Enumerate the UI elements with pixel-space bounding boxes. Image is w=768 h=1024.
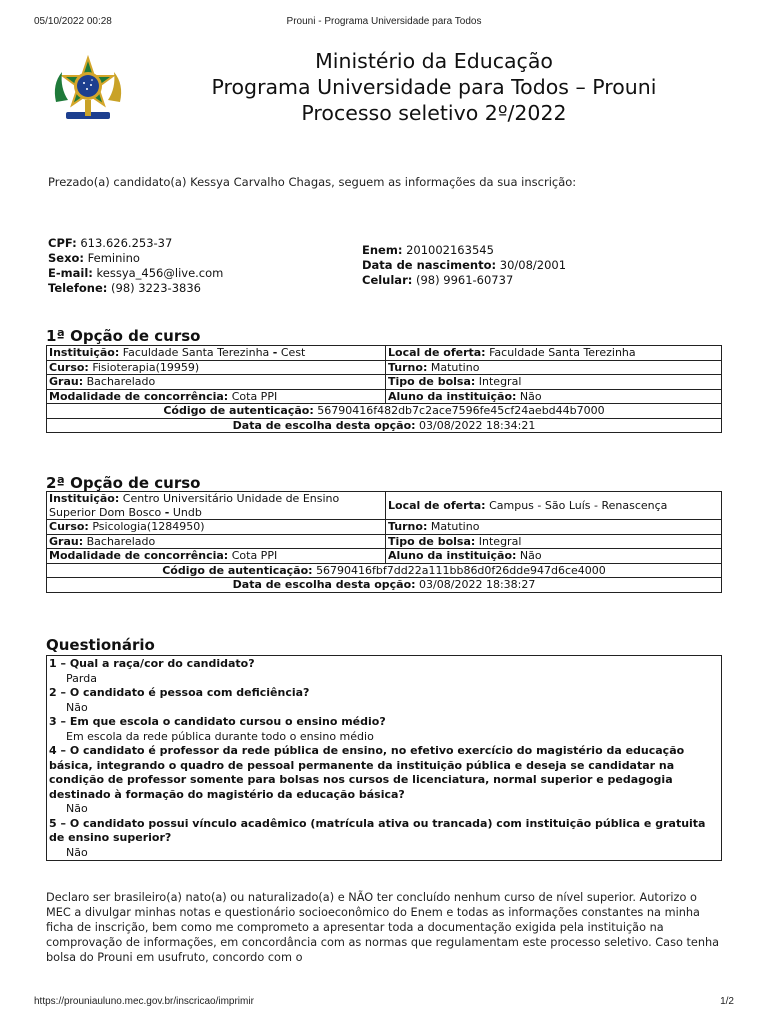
table-row (47, 375, 722, 390)
data-escolha-value: 03/08/2022 18:34:21 (419, 418, 536, 432)
telefone-value: (98) 3223-3836 (111, 281, 201, 295)
instituicao-label: Instituição: (49, 492, 120, 505)
bolsa-value: Integral (478, 375, 522, 388)
print-footer (34, 996, 734, 1010)
codigo-label: Código de autenticação: (163, 404, 314, 417)
answer-2: Não (66, 700, 88, 714)
aluno-value: Não (519, 549, 542, 562)
telefone-label: Telefone: (48, 281, 108, 295)
table-row (47, 534, 722, 549)
answer-5: Não (66, 845, 88, 859)
question-2: 2 – O candidato é pessoa com deficiência? (49, 686, 310, 699)
table-row (47, 549, 722, 564)
email-label: E-mail: (48, 266, 93, 280)
sexo-value: Feminino (87, 251, 140, 265)
print-url: https://prouniauluno.mec.gov.br/inscricao/imprimir (34, 996, 254, 1007)
nascimento-row (362, 258, 566, 273)
option2-table (46, 491, 722, 593)
local-label: Local de oferta: (388, 346, 486, 359)
process-title: Processo seletivo 2º/2022 (301, 101, 567, 125)
local-value: Campus - São Luís - Renascença (489, 498, 668, 512)
option1-title: 1ª Opção de curso (46, 327, 201, 345)
aluno-label: Aluno da instituição: (388, 389, 517, 403)
instituicao-separator: - (164, 505, 170, 519)
option2-title: 2ª Opção de curso (46, 474, 201, 492)
nascimento-value: 30/08/2001 (499, 258, 567, 272)
page-number: 1/2 (720, 996, 734, 1007)
option1-curso-cell (47, 360, 386, 375)
option1-bolsa-cell (386, 375, 722, 390)
cpf-row (48, 236, 223, 251)
enem-row (362, 243, 566, 258)
bolsa-value: Integral (478, 534, 522, 548)
question-5: 5 – O candidato possui vínculo acadêmico (matrícula ativa ou trancada) com instituição pública e gratuita de ensino superior? (49, 816, 706, 844)
codigo-value: 56790416fbf7dd22a111bb86d0f26dde947d6ce4000 (316, 563, 606, 577)
table-row (47, 520, 722, 535)
table-row (47, 404, 722, 419)
table-row (47, 563, 722, 578)
local-label: Local de oferta: (388, 498, 486, 512)
table-row (47, 389, 722, 404)
grau-value: Bacharelado (86, 375, 156, 388)
question-3: 3 – Em que escola o candidato cursou o ensino médio? (49, 715, 386, 728)
modalidade-label: Modalidade de concorrência: (49, 549, 229, 562)
option1-local-cell (386, 346, 722, 361)
option1-instituicao-cell (47, 346, 386, 361)
question-4: 4 – O candidato é professor da rede pública de ensino, no efetivo exercício do magistério da educação básica, integrando o quadro de pessoal permanente da instituição pública e deseja se candidatar na condição de professor somente para bolsas nos cursos de licenciatura, normal superior e pedagogia destinado à formação do magistério da educação básica? (49, 744, 685, 801)
curso-value: Psicologia(1284950) (92, 520, 205, 533)
turno-label: Turno: (388, 520, 428, 533)
email-row (48, 266, 223, 281)
document-title-block (150, 48, 718, 126)
data-escolha-label: Data de escolha desta opção: (232, 418, 416, 432)
print-header (34, 16, 734, 30)
option2-curso-cell (47, 520, 386, 535)
grau-label: Grau: (49, 534, 84, 548)
grau-value: Bacharelado (86, 534, 156, 548)
instituicao-value: Faculdade Santa Terezinha (122, 346, 270, 359)
codigo-value: 56790416f482db7c2ace7596fe45cf24aebd44b7000 (317, 404, 605, 417)
data-escolha-value: 03/08/2022 18:38:27 (419, 578, 536, 591)
option1-grau-cell (47, 375, 386, 390)
option1-data-cell (47, 418, 722, 433)
program-title: Programa Universidade para Todos – Prouni (211, 75, 657, 99)
data-escolha-label: Data de escolha desta opção: (232, 578, 416, 591)
turno-label: Turno: (388, 360, 428, 374)
instituicao-separator: - (272, 346, 278, 359)
aluno-label: Aluno da instituição: (388, 549, 517, 562)
answer-3: Em escola da rede pública durante todo o ensino médio (66, 729, 374, 743)
declaration-text: Declaro ser brasileiro(a) nato(a) ou naturalizado(a) e NÃO ter concluído nenhum curso de nível superior. Autorizo o MEC a divulgar minhas notas e questionário socioeconômico do Enem e todas as informações constantes na minha ficha de inscrição, bem como me comprometo a apresentar toda a documentação exigida pela instituição na comprovação de informações, em concordância com as normas que regulamentam este processo seletivo. Caso tenha bolsa do Prouni em usufruto, concordo com o (46, 891, 720, 964)
instituicao-label: Instituição: (49, 346, 120, 359)
turno-value: Matutino (430, 520, 480, 533)
cpf-value: 613.626.253-37 (80, 236, 173, 250)
enem-label: Enem: (362, 243, 403, 257)
questionnaire-title: Questionário (46, 636, 155, 654)
option2-turno-cell (386, 520, 722, 535)
modalidade-value: Cota PPI (231, 389, 278, 403)
bolsa-label: Tipo de bolsa: (388, 375, 476, 388)
option2-aluno-cell (386, 549, 722, 564)
option1-turno-cell (386, 360, 722, 375)
table-row (47, 346, 722, 361)
sexo-label: Sexo: (48, 251, 84, 265)
celular-label: Celular: (362, 273, 413, 287)
option2-codigo-cell (47, 563, 722, 578)
print-date: 05/10/2022 00:28 (34, 16, 112, 27)
option1-table (46, 345, 722, 433)
option2-modalidade-cell (47, 549, 386, 564)
turno-value: Matutino (430, 360, 480, 374)
curso-value: Fisioterapia(19959) (92, 360, 200, 374)
email-value: kessya_456@live.com (96, 266, 224, 280)
cpf-label: CPF: (48, 236, 77, 250)
option2-instituicao-cell (47, 492, 386, 520)
questionnaire-box (46, 655, 722, 861)
option2-local-cell (386, 492, 722, 520)
answer-4: Não (66, 802, 88, 815)
celular-row (362, 273, 566, 288)
option2-grau-cell (47, 534, 386, 549)
table-row (47, 492, 722, 520)
table-row (47, 578, 722, 593)
nascimento-label: Data de nascimento: (362, 258, 497, 272)
option1-codigo-cell (47, 404, 722, 419)
option1-aluno-cell (386, 389, 722, 404)
curso-label: Curso: (49, 360, 89, 374)
candidate-info-left (48, 236, 223, 296)
ministry-title: Ministério da Educação (315, 49, 553, 73)
telefone-row (48, 281, 223, 296)
modalidade-label: Modalidade de concorrência: (49, 389, 229, 403)
option2-bolsa-cell (386, 534, 722, 549)
question-1: 1 – Qual a raça/cor do candidato? (49, 657, 255, 670)
instituicao-value: Centro Universitário Unidade de Ensino Superior Dom Bosco (49, 492, 340, 519)
table-row (47, 360, 722, 375)
local-value: Faculdade Santa Terezinha (489, 346, 636, 359)
modalidade-value: Cota PPI (231, 549, 278, 562)
table-row (47, 418, 722, 433)
answer-1: Parda (66, 671, 97, 685)
brazil-coat-of-arms-icon (48, 54, 128, 134)
aluno-value: Não (519, 389, 542, 403)
bolsa-label: Tipo de bolsa: (388, 534, 476, 548)
grau-label: Grau: (49, 375, 84, 388)
curso-label: Curso: (49, 520, 89, 533)
option2-data-cell (47, 578, 722, 593)
codigo-label: Código de autenticação: (162, 563, 313, 577)
instituicao-sigla: Cest (280, 346, 306, 359)
print-page-title: Prouni - Programa Universidade para Todos (286, 16, 482, 27)
instituicao-sigla: Undb (172, 505, 202, 519)
sexo-row (48, 251, 223, 266)
greeting-text: Prezado(a) candidato(a) Kessya Carvalho Chagas, seguem as informações da sua inscrição: (48, 175, 577, 189)
celular-value: (98) 9961-60737 (416, 273, 514, 287)
enem-value: 201002163545 (406, 243, 494, 257)
candidate-info-right (362, 243, 566, 288)
option1-modalidade-cell (47, 389, 386, 404)
